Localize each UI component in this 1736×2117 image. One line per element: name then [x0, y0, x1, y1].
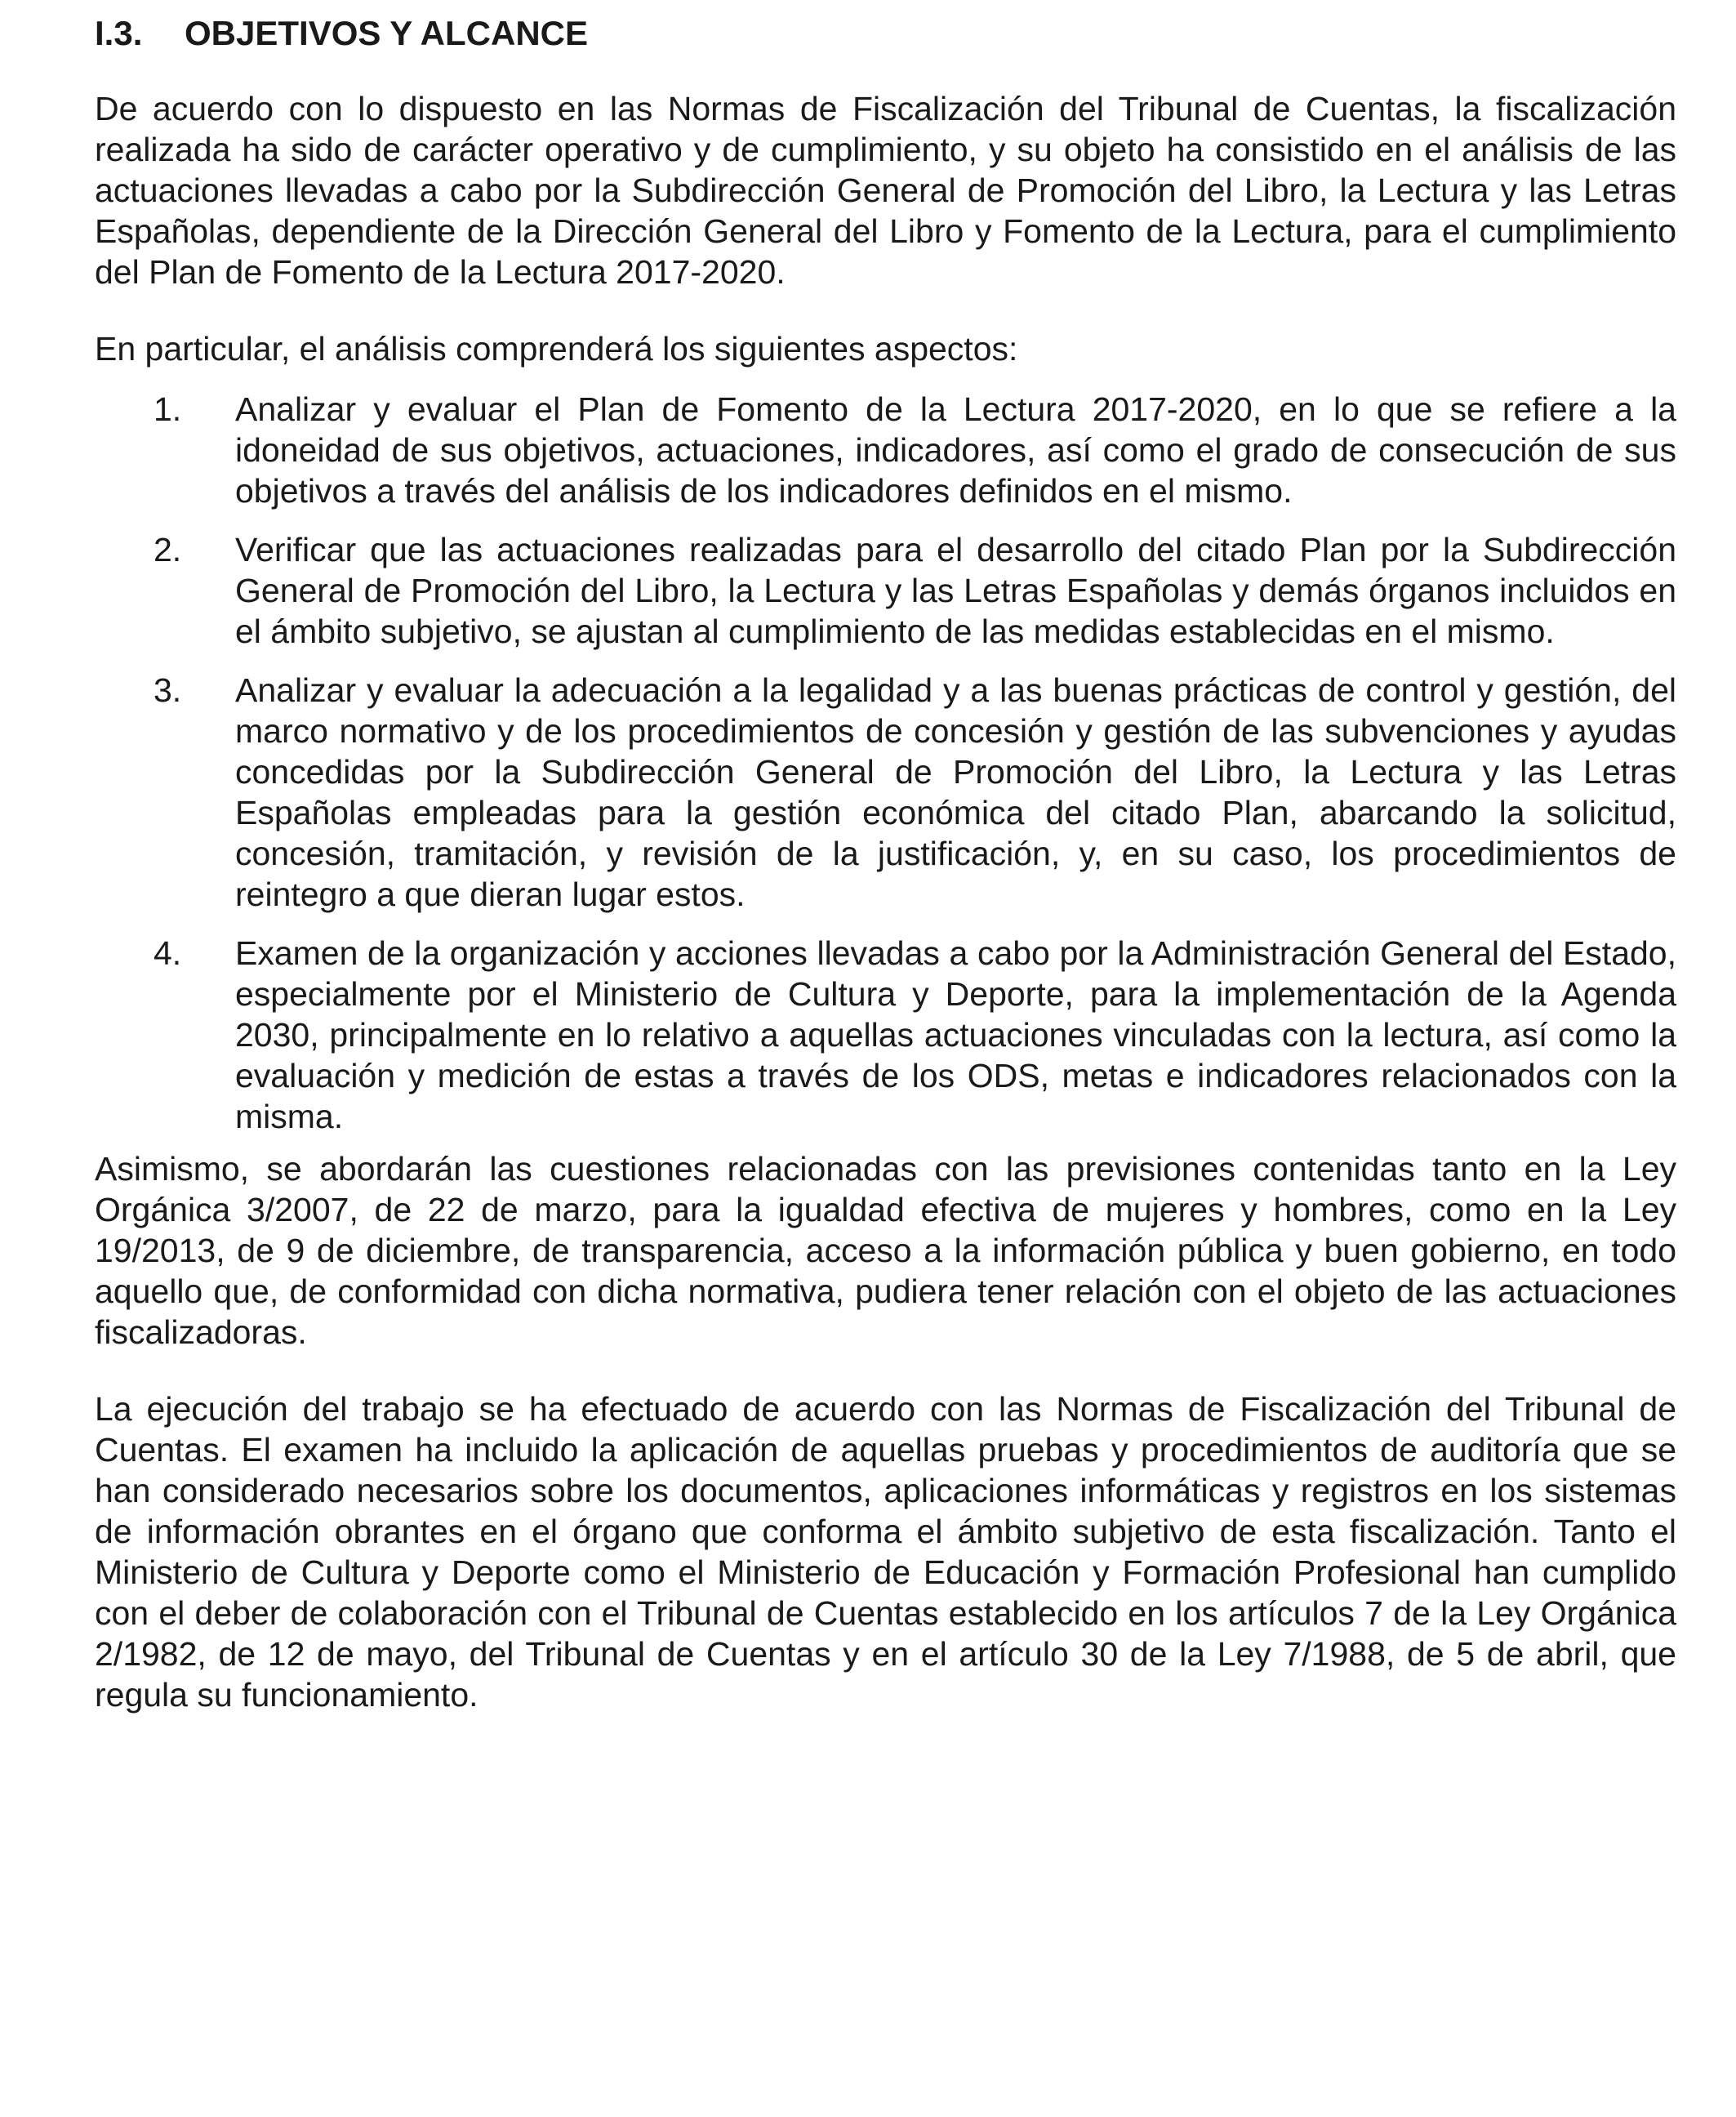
list-item — [95, 389, 1676, 511]
section-title: OBJETIVOS Y ALCANCE — [185, 14, 588, 52]
paragraph-ejecucion: La ejecución del trabajo se ha efectuado de acuerdo con las Normas de Fiscalización del Tribunal de Cuentas. El examen ha incluido la aplicación de aquellas pruebas y procedimientos de auditoría que se han considerado necesarios sobre los documentos, aplicaciones informáticas y registros en los sistemas de información obrantes en el órgano que conforma el ámbito subjetivo de esta fiscalización. Tanto el Ministerio de Cultura y Deporte como el Ministerio de Educación y Formación Profesional han cumplido con el deber de colaboración con el Tribunal de Cuentas establecido en los artículos 7 de la Ley Orgánica 2/1982, de 12 de mayo, del Tribunal de Cuentas y en el artículo 30 de la Ley 7/1988, de 5 de abril, que regula su funcionamiento. — [95, 1390, 1676, 1714]
section-number: I.3. — [95, 14, 143, 52]
paragraph-asimismo: Asimismo, se abordarán las cuestiones relacionadas con las previsiones contenidas tanto en la Ley Orgánica 3/2007, de 22 de marzo, para la igualdad efectiva de mujeres y hombres, como en la Ley 19/2013, de 9 de diciembre, de transparencia, acceso a la información pública y buen gobierno, en todo aquello que, de conformidad con dicha normativa, pudiera tener relación con el objeto de las actuaciones fiscalizadoras. — [95, 1150, 1676, 1351]
document-page — [95, 11, 1676, 1715]
list-item-number: 4. — [154, 934, 182, 972]
list-item-text: Examen de la organización y acciones llevadas a cabo por la Administración General del Estado, especialmente por el Ministerio de Cultura y Deporte, para la implementación de la Agenda 2030, principalmente en lo relativo a aquellas actuaciones vinculadas con la lectura, así como la evaluación y medición de estas a través de los ODS, metas e indicadores relacionados con la misma. — [235, 934, 1676, 1135]
paragraph-intro: De acuerdo con lo dispuesto en las Normas de Fiscalización del Tribunal de Cuentas, la fiscalización realizada ha sido de carácter operativo y de cumplimiento, y su objeto ha consistido en el análisis de las actuaciones llevadas a cabo por la Subdirección General de Promoción del Libro, la Lectura y las Letras Españolas, dependiente de la Dirección General del Libro y Fomento de la Lectura, para el cumplimiento del Plan de Fomento de la Lectura 2017-2020. — [95, 90, 1676, 291]
list-item-number: 2. — [154, 531, 182, 568]
list-item — [95, 670, 1676, 915]
paragraph-lead-in: En particular, el análisis comprenderá los siguientes aspectos: — [95, 330, 1018, 368]
aspects-list — [95, 389, 1676, 1137]
list-item-number: 3. — [154, 671, 182, 709]
list-item-text: Verificar que las actuaciones realizadas para el desarrollo del citado Plan por la Subdirección General de Promoción del Libro, la Lectura y las Letras Españolas y demás órganos incluidos en el ámbito subjetivo, se ajustan al cumplimiento de las medidas establecidas en el mismo. — [235, 531, 1676, 650]
list-item — [95, 933, 1676, 1137]
list-item-text: Analizar y evaluar la adecuación a la legalidad y a las buenas prácticas de control y gestión, del marco normativo y de los procedimientos de concesión y gestión de las subvenciones y ayudas concedidas por la Subdirección General de Promoción del Libro, la Lectura y las Letras Españolas empleadas para la gestión económica del citado Plan, abarcando la solicitud, concesión, tramitación, y revisión de la justificación, y, en su caso, los procedimientos de reintegro a que dieran lugar estos. — [235, 671, 1676, 913]
list-item-number: 1. — [154, 390, 182, 428]
section-heading — [95, 11, 1676, 56]
list-item — [95, 529, 1676, 652]
list-item-text: Analizar y evaluar el Plan de Fomento de la Lectura 2017-2020, en lo que se refiere a la idoneidad de sus objetivos, actuaciones, indicadores, así como el grado de consecución de sus objetivos a través del análisis de los indicadores definidos en el mismo. — [235, 390, 1676, 510]
